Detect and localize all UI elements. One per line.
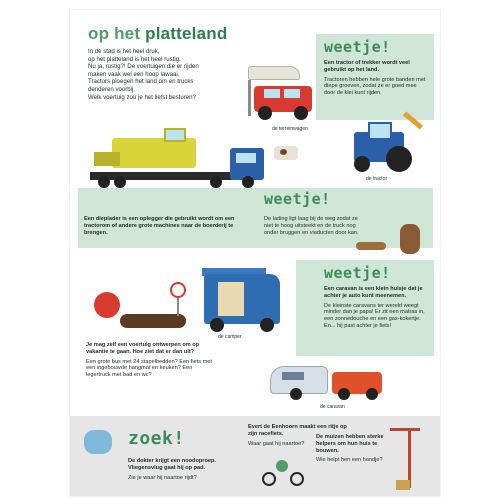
wheel — [290, 388, 302, 400]
wheel — [260, 318, 274, 332]
combine-body — [112, 138, 196, 168]
log — [356, 242, 386, 250]
zoek-bold: De dokter krijgt een noodoproep. Vliegensvlug gaat hij op pad. — [128, 458, 216, 471]
zoek-body: Waar gaat hij naartoe? — [248, 440, 305, 447]
sign-pole — [177, 298, 179, 316]
intro-line: maken vaak wel een hoop lawaai. — [88, 70, 180, 78]
zoek-bold: Evert de Eenhoorn maakt een ritje op zijn racefiets. — [248, 424, 347, 437]
zoek-body: Zie je waar hij naartoe rijdt? — [128, 474, 197, 481]
weetje-body: De kleinste caravans ter wereld weegt minder dan je papa! Er zit een matras in, een zonnedouche en een gas-kokertje. En... hij past achter je fiets! — [324, 302, 425, 329]
weetje-heading: weetje! — [324, 264, 391, 282]
caption-camper: de camper — [218, 334, 242, 340]
question-body: Een grote bus met 24 stapelbedden? Een fiets met een ingebouwde hangmat en keuken? Een legertruck met bad en wc? — [86, 358, 212, 379]
truck-window — [236, 153, 256, 163]
weetje-heading: weetje! — [264, 190, 331, 208]
weetje-text — [324, 286, 428, 330]
jeep-window — [284, 89, 300, 98]
weetje-left-text — [84, 216, 254, 236]
intro-line: denderen voorbij. — [88, 85, 136, 93]
wheel — [294, 106, 308, 120]
zoek-body: Wie helpt hen een handje? — [316, 457, 383, 464]
weetje-box-tractor — [316, 34, 434, 120]
caravan-window — [282, 372, 304, 380]
caption-terreinwagen: de terreinwagen — [272, 126, 308, 132]
weetje-right-text: De lading ligt laag bij de weg zodat ze niet te hoog uitsteekt en de truck nog onder bruggen en viaducten door kan. — [264, 216, 359, 236]
wheel — [114, 176, 126, 188]
book-page — [70, 10, 440, 496]
tent-ladder — [248, 80, 251, 116]
wheel — [338, 388, 350, 400]
tractor-cab — [368, 122, 392, 140]
weetje-bold: Een tractor of trekker wordt veel gebruikt op het land. — [324, 60, 410, 73]
wheel — [242, 176, 254, 188]
jeep-window — [264, 89, 280, 98]
zoek-bold: De muizen hebben sterke helpers om hun huis te bouwen. — [316, 434, 384, 454]
wheel — [98, 176, 110, 188]
crate — [396, 480, 410, 490]
camper-door — [218, 282, 244, 316]
intro-line: In de stad is het heel druk, — [88, 48, 160, 55]
title-prefix: op het — [88, 24, 146, 43]
cow-spot — [280, 149, 287, 155]
question-text — [86, 342, 216, 379]
beaver-body — [400, 224, 420, 254]
intro-text — [88, 48, 243, 101]
page-title — [88, 24, 227, 44]
weetje-body: Tractoren hebben hele grote banden met diepe groeven, zodat ze er goed mee door de klei kunt rijden. — [324, 76, 426, 97]
crane-post — [408, 428, 411, 488]
apple — [94, 292, 120, 318]
intro-line: op het platteland is het heel rustig. — [88, 55, 181, 63]
zoek-right-text — [316, 434, 396, 464]
road-sign — [170, 282, 186, 298]
title-word: platteland — [145, 24, 228, 43]
weetje-text — [324, 60, 428, 97]
wheel — [210, 176, 222, 188]
weetje-box-dieplader — [78, 188, 433, 248]
unicorn-rider — [276, 460, 288, 472]
weetje-box-caravan — [296, 260, 434, 356]
combine-cab — [164, 128, 186, 142]
zoek-left-text — [128, 458, 238, 481]
roof-tent — [248, 66, 300, 80]
bottle — [120, 314, 186, 328]
small-wheel — [354, 156, 370, 172]
bike-wheel — [262, 472, 276, 486]
wheel — [366, 388, 378, 400]
bike-wheel — [290, 472, 304, 486]
intro-line: Tractors ploegen het land om en trucks — [88, 78, 194, 86]
weetje-bold: Een caravan is een klein huisje dat je achter je auto kunt meenemen. — [324, 286, 423, 299]
question-bold: Je mag zelf een voertuig ontwerpen om op vakantie te gaan. Hoe ziet dat er dan uit? — [86, 342, 200, 355]
caption-tractor: de tractor — [366, 176, 388, 182]
big-wheel — [386, 146, 412, 172]
wheel — [258, 106, 272, 120]
crane-arm — [390, 428, 420, 431]
caption-caravan: de caravan — [320, 404, 345, 410]
combine-header — [94, 152, 120, 166]
intro-line: Welk voertuig zou je het liefst besturen? — [88, 93, 196, 101]
zoek-heading: zoek! — [128, 428, 185, 449]
weetje-heading: weetje! — [324, 38, 391, 56]
weetje-bold: Een dieplader is een oplegger die gebruikt wordt om een tractorom of andere grote machines naar de boerderij te brengen. — [84, 216, 235, 236]
elephant — [84, 430, 112, 454]
wheel — [210, 318, 224, 332]
intro-line: Nu ja, rustig?! De voertuigen die er rijden — [88, 63, 199, 71]
